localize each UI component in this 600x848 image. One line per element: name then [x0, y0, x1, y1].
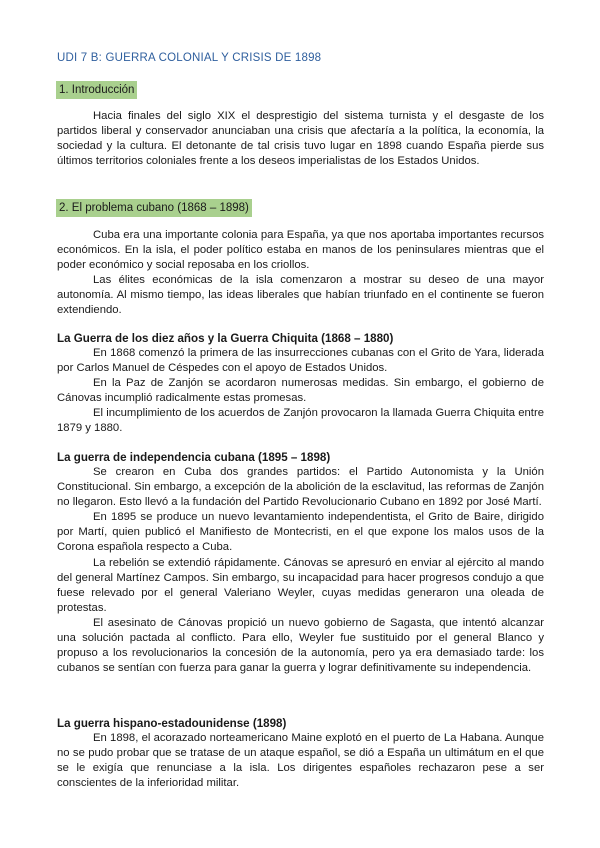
paragraph: En 1868 comenzó la primera de las insurrecciones cubanas con el Grito de Yara, liderada por Carlos Manuel de Céspedes con el apoyo de Estados Unidos. — [57, 347, 544, 375]
subheading-guerra-hispano-estadounidense: La guerra hispano-estadounidense (1898) — [57, 717, 287, 730]
paragraph: En la Paz de Zanjón se acordaron numerosas medidas. Sin embargo, el gobierno de Cánovas incumplió radicalmente estas promesas. — [57, 377, 544, 405]
paragraph: El asesinato de Cánovas propició un nuevo gobierno de Sagasta, que intentó alcanzar una solución pactada al conflicto. Para ello, Weyler fue sustituido por el general Blanco y propuso a los revolucionarios la concesión de la autonomía, pero ya era demasiado tarde: los cubanos se sentían con fuerza para ganar la guerra y lograr definitivamente su independencia. — [57, 616, 544, 675]
document-title: UDI 7 B: GUERRA COLONIAL Y CRISIS DE 1898 — [57, 52, 322, 64]
paragraph: En 1898, el acorazado norteamericano Maine explotó en el puerto de La Habana. Aunque no se pudo probar que se tratase de un ataque español, se dió a España un ultimátum en el que se le exigía que renunciase a la isla. Los dirigentes españoles rechazaron pese a ser conscientes de la inferioridad militar. — [57, 732, 544, 790]
paragraph: Las élites económicas de la isla comenzaron a mostrar su deseo de una mayor autonomía. Al mismo tiempo, las ideas liberales que habían triunfado en el continente se fueron extendiendo. — [57, 274, 544, 317]
paragraph: Cuba era una importante colonia para España, ya que nos aportaba importantes recursos económicos. En la isla, el poder político estaba en manos de los peninsulares mientras que el poder económico y social reposaba en los criollos. — [57, 229, 544, 272]
section-heading-problema-cubano: 2. El problema cubano (1868 – 1898) — [56, 199, 252, 217]
section-heading-introduccion: 1. Introducción — [56, 81, 137, 99]
guerra-independencia-body — [57, 465, 544, 676]
subheading-guerra-diez-anos: La Guerra de los diez años y la Guerra Chiquita (1868 – 1880) — [57, 332, 394, 345]
problema-cubano-body — [57, 228, 544, 319]
introduccion-body — [57, 109, 544, 169]
paragraph: El incumplimiento de los acuerdos de Zanjón provocaron la llamada Guerra Chiquita entre 1879 y 1880. — [57, 407, 544, 435]
paragraph: Se crearon en Cuba dos grandes partidos: el Partido Autonomista y la Unión Constitucional. Sin embargo, a excepción de la abolición de la esclavitud, las reformas de Zanjón no llegaron. Esto llevó a la fundación del Partido Revolucionario Cubano en 1892 por José Martí. — [57, 466, 544, 509]
paragraph: Hacia finales del siglo XIX el desprestigio del sistema turnista y el desgaste de los partidos liberal y conservador anunciaban una crisis que afectaría a la política, la economía, la sociedad y la cultura. El detonante de tal crisis tuvo lugar en 1898 cuando España pierde sus últimos territorios coloniales frente a los deseos imperialistas de los Estados Unidos. — [57, 110, 544, 168]
paragraph: En 1895 se produce un nuevo levantamiento independentista, el Grito de Baire, dirigido por Martí, quien publicó el Manifiesto de Montecristi, en el que expone los malos usos de la Corona española respecto a Cuba. — [57, 511, 544, 554]
paragraph: La rebelión se extendió rápidamente. Cánovas se apresuró en enviar al ejército al mando del general Martínez Campos. Sin embargo, su incapacidad para hacer progresos condujo a que fuese relevado por el general Valeriano Weyler, cuyas medidas generaron una oleada de protestas. — [57, 556, 544, 614]
guerra-hispano-estadounidense-body — [57, 731, 544, 791]
subheading-guerra-independencia: La guerra de independencia cubana (1895 – 1898) — [57, 451, 331, 464]
guerra-diez-anos-body — [57, 346, 544, 437]
